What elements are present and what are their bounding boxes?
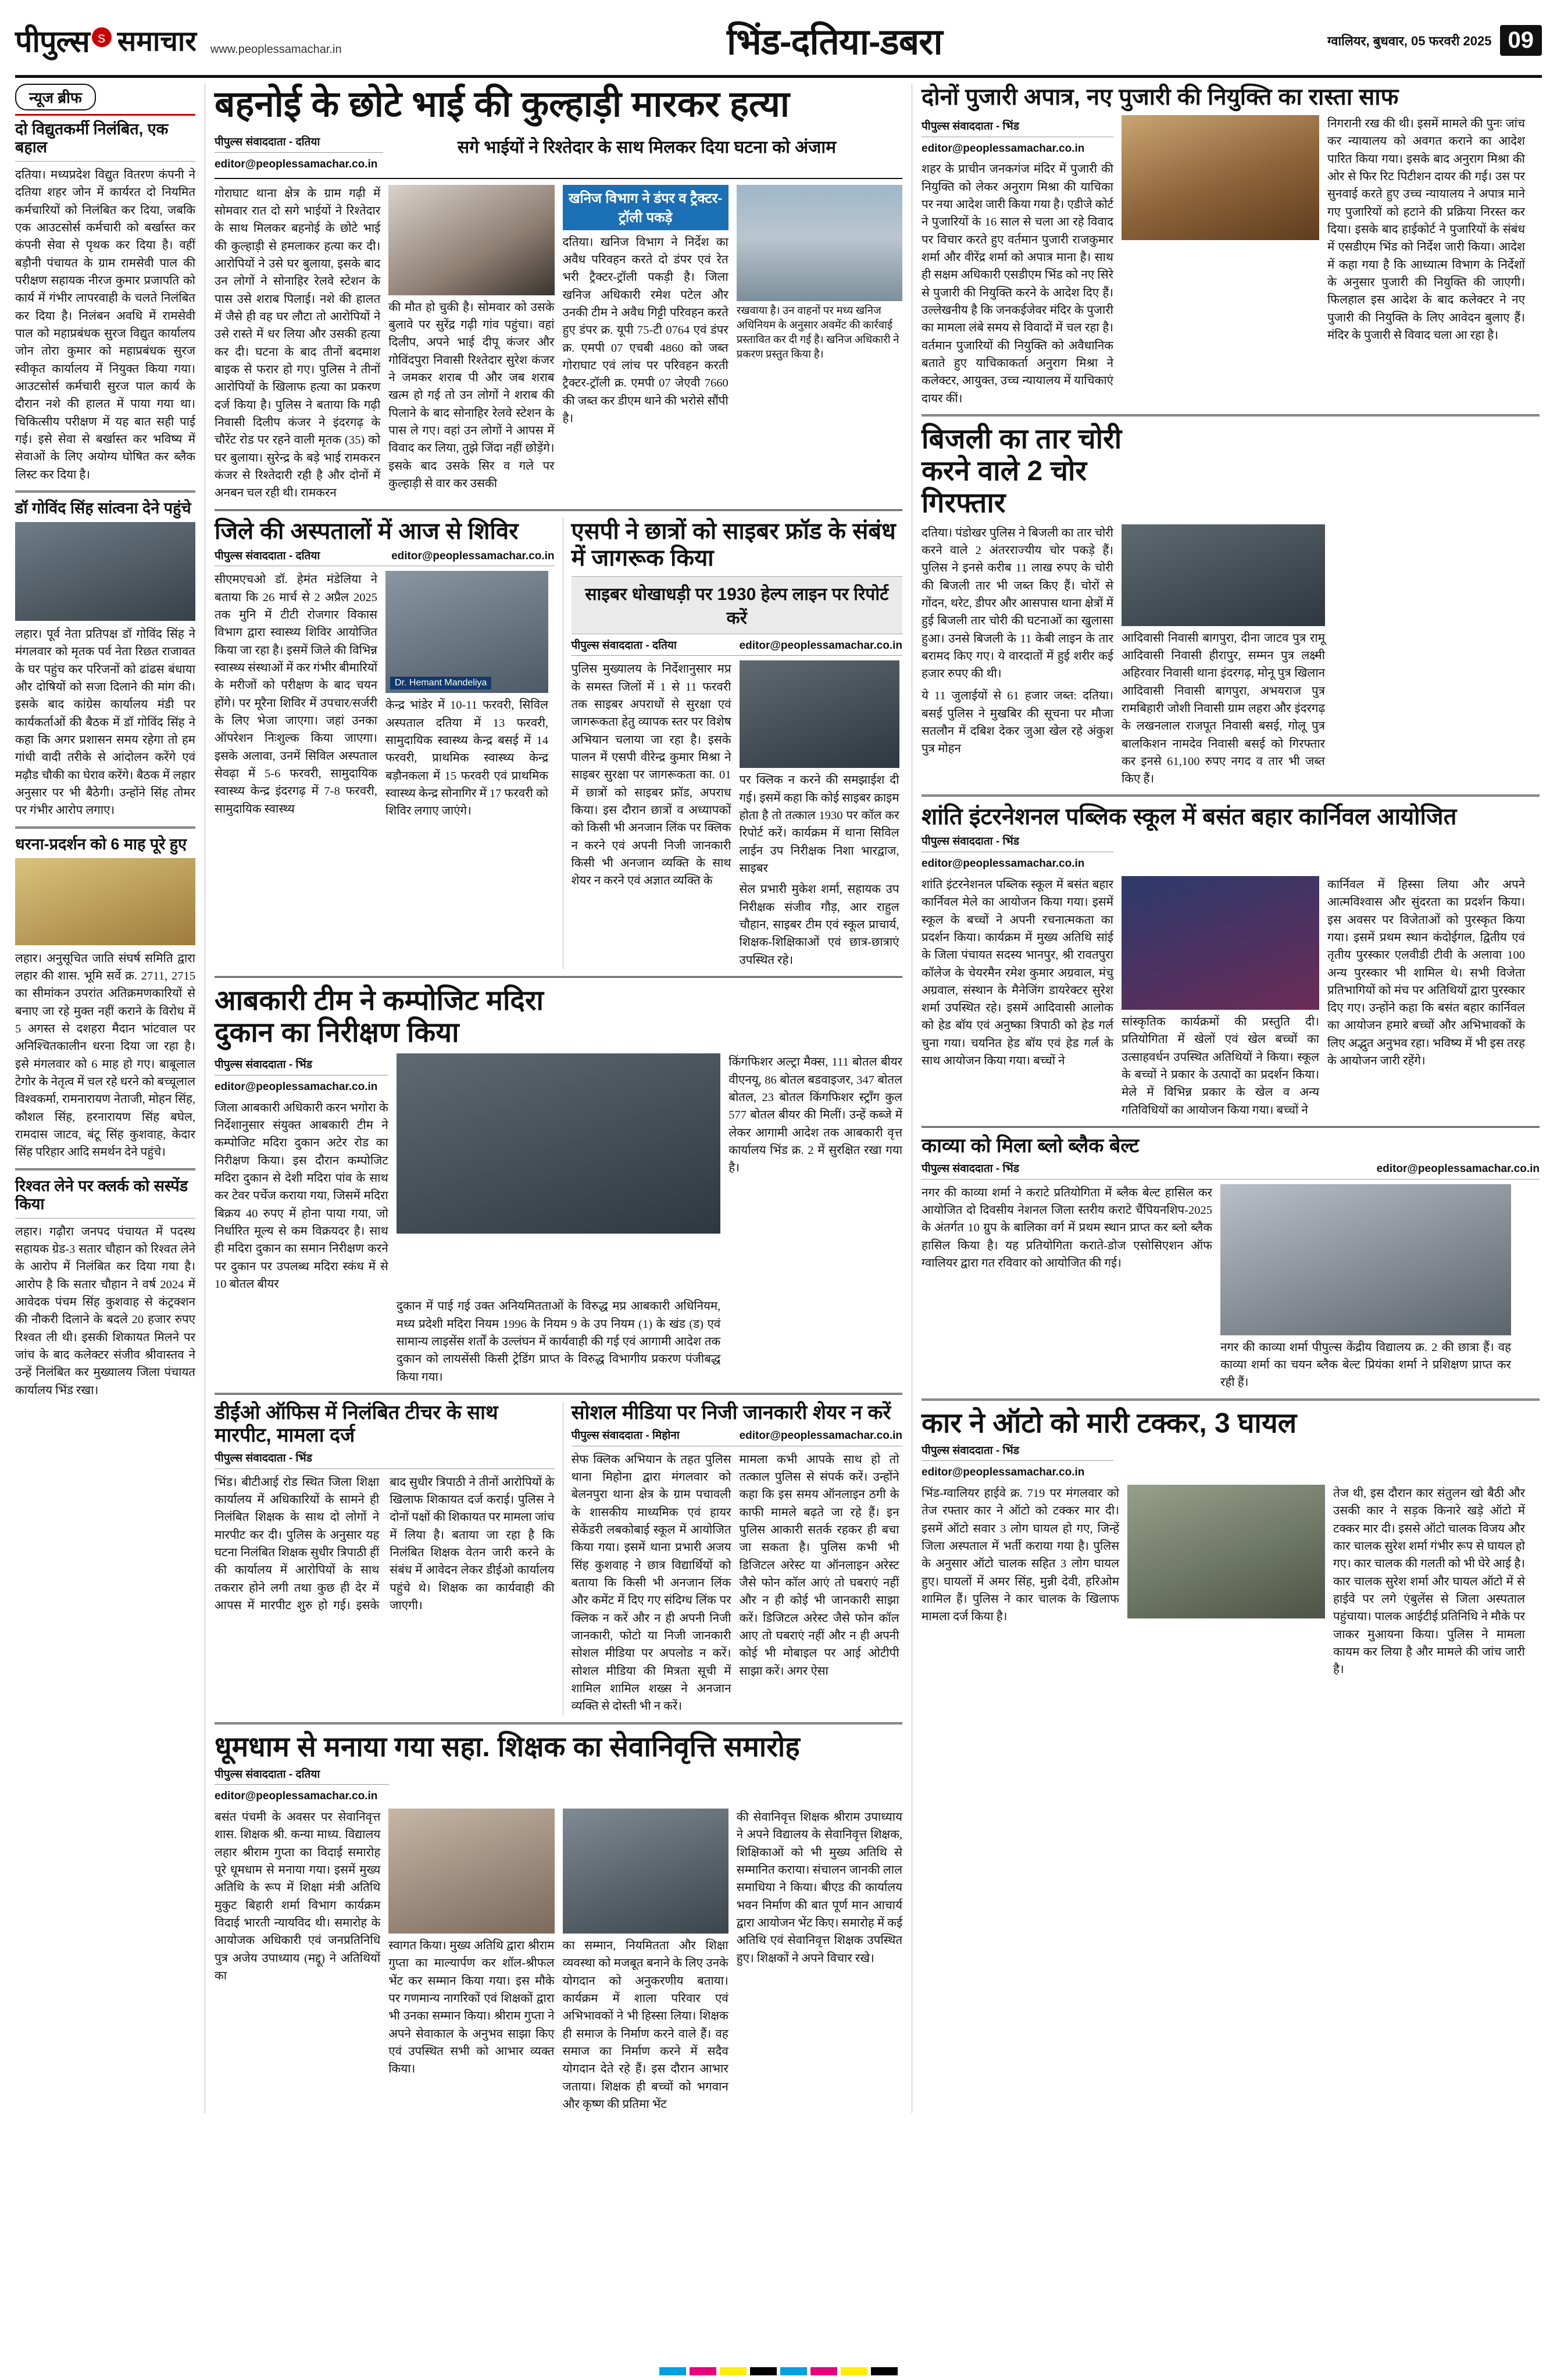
temple-text-col2: निगरानी रख की थी। इसमें मामले की पुनः जांच कर न्यायालय को अवगत कराने का आदेश पारित किया गया। इसके बाद अनुराग मिश्रा की ओर से फिर रिट पिटीशन दायर की गई। उस पर सुनवाई करते हुए उच्च न्यायालय ने अपात्र माने गए पुजारियों को हटाने की प्रक्रिया निरस्त कर दिया। इसके बाद हाईकोर्ट ने पुजारियों के संबंध में एसडीएम भिंड को निर्देश जारी किया। आदेश में कहा गया है कि आध्यात्म विभाग के निर्देशों के अनुसार पुजारी की नियुक्ति की जाएगी। फिलहाल इस आदेश के बाद कलेक्टर ने नए पुजारी की नियुक्ति के लिए आवेदन बुलाए हैं। मंदिर के पुजारी से विवाद चला आ रहा है। — [1327, 117, 1525, 342]
website-url: www.peoplessamachar.in — [210, 43, 342, 56]
lead-text-col2: की मौत हो चुकी है। सोमवार को उसके बुलावे पर सुरेंद्र गढ़ी गांव पहुंचा। वहां दिलीप, अपने भाई दीपू कंजर और गोविंदपुरा निवासी रिश्तेदार सुरेश कंजर ने जमकर शराब पी और जब शराब खत्म हो गई तो उन लोगों ने शराब की पिलाने के बाद सोनाहिर रेलवे स्टेशन के पास ले गए। वहां उन लोगों ने आपस में विवाद कर लिया, तुझे जिंदा नहीं छोड़ेंगे। इसके बाद उसके सिर व गले पर कुल्हाड़ी से वार कर उसकी — [388, 301, 555, 490]
hospital-story — [215, 518, 555, 969]
belt-headline: काव्या को मिला ब्लो ब्लैक बेल्ट — [922, 1134, 1140, 1157]
two-story-row — [215, 518, 902, 969]
logo-dot-icon: s — [92, 27, 112, 47]
excise-byline-email: editor@peoplessamachar.co.in — [215, 1080, 378, 1093]
brief-1-text: दतिया। मध्यप्रदेश विद्युत वितरण कंपनी ने दतिया शहर जोन में कार्यरत दो नियमित कर्मचारियों को निलंबित कर दिया, जबकि एक आउटसोर्स कर्मचारी को बर्खास्त कर कंपनी सेवा से पृथक कर दिया है। वहीं बड़ौनी पंचायत के ग्राम रामसेवी पाल की परीक्षण सहायक नीरज कुमार प्रजापति को कार्य में गंभीर लापरवाही के चलते निलंबित कर दिया है। निलंबन अवधि में रामसेवी पाल को महाप्रबंधक सुरज विद्युत कार्यालय जोन तोरा कुमार को महाप्रबंधक सुरज स्वीकृत कार्यालय में नियुक्त किया गया। आउटसोर्स कर्मचारी सुरज पाल कार्य के दौरान नशे की हालत में पाया गया था। चिकित्सीय परीक्षण में यह बात सही पाई गई। इसे सेवा से बर्खास्त कर भविष्य में सेवाओं के लिए अयोग्य घोषित कर ब्लैक लिस्ट कर दिया है। — [15, 169, 195, 481]
wire-headline: बिजली का तार चोरी करने वाले 2 चोर गिरफ्तार — [922, 423, 1122, 519]
dateline: ग्वालियर, बुधवार, 05 फरवरी 2025 — [1327, 33, 1492, 48]
cyber-text-col1: पुलिस मुख्यालय के निर्देशानुसार मप्र के समस्त जिलों में 1 से 11 फरवरी तक साइबर अपराधों से सुरक्षा एवं जागरूकता हेतु व्यापक स्तर पर विशेष अभियान चलाया जा रहा है। इसके पालन में एसपी वीरेन्द्र कुमार मिश्रा ने साइबर सुरक्षा पर जागरूकता का. 01 में छात्रों को साइबर फ्रॉड, अपराध किया। इस दौरान छात्रों व अध्यापकों को किसी भी अनजान लिंक पर क्लिक न करने एवं अपनी निजी जानकारी किसी भी अनजान व्यक्ति के साथ शेयर न करने एवं अज्ञात व्यक्ति के — [571, 663, 731, 888]
belt-text-col2: नगर की काव्या शर्मा पीपुल्स केंद्रीय विद्यालय क्र. 2 की छात्रा हैं। वह काव्या शर्मा का चयन ब्लैक बेल्ट प्रियंका शर्मा ने प्रशिक्षण प्राप्त कर रही हैं। — [1220, 1341, 1511, 1389]
belt-byline-email: editor@peoplessamachar.co.in — [1376, 1162, 1540, 1175]
edition-name — [342, 16, 1327, 65]
lead-headline: बहनोई के छोटे भाई की कुल्हाड़ी मारकर हत्या — [215, 84, 790, 124]
brief-2-headline: डॉ गोविंद सिंह सांत्वना देने पहुंचे — [15, 499, 191, 517]
cyber-byline-email: editor@peoplessamachar.co.in — [739, 639, 902, 652]
belt-byline: पीपुल्स संवाददाता - भिंड — [922, 1162, 1019, 1175]
carnival-text-col1: शांति इंटरनेशनल पब्लिक स्कूल में बसंत बहार कार्निवल मेले का आयोजन किया गया। इसमें स्कूल के बच्चों ने अपनी रचनात्मकता का प्रदर्शन किया। कार्यक्रम में मुख्य अतिथि सांई के जिला पंचायत सदस्य भानपुर, श्री रावतपुरा कॉलेज के चेयरमैन रमेश कुमार अग्रवाल, मंचु अग्रवाल, संस्थान के मैनेजिंग डायरेक्टर सुरेश शर्मा उपस्थित रहे। इसमें आदिवासी आलोक को हेड बॉय एवं अनुष्का त्रिपाठी को हेड गर्ल चुना गया। चयनित हेड बॉय एवं हेड गर्ल के साथ आयोजन किया गया। बच्चों ने — [922, 878, 1113, 1068]
dio-headline: डीईओ ऑफिस में निलंबित टीचर के साथ मारपीट, मामला दर्ज — [215, 1401, 498, 1446]
mineral-caption: रखवाया है। उन वाहनों पर मध्य खनिज अधिनियम के अनुसार अवमेंट की कार्रवाई प्रस्तावित कर दी गई है। खनिज अधिकारी ने प्रकरण प्रस्तुत किया है। — [736, 305, 899, 360]
cyber-byline: पीपुल्स संवाददाता - दतिया — [571, 639, 677, 652]
retirement-byline-email: editor@peoplessamachar.co.in — [215, 1790, 378, 1803]
dio-social-row — [215, 1402, 902, 1716]
accident-text-col1: भिंड-ग्वालियर हाईवे क्र. 719 पर मंगलवार को तेज रफ्तार कार ने ऑटो को टक्कर मार दी। इसमें ऑटो सवार 3 लोग घायल हो गए, जिन्हें जिला अस्पताल में भर्ती कराया गया है। पुलिस के अनुसार ऑटो चालक सहित 3 लोग घायल हुए। घायलों में अमर सिंह, मुन्नी देवी, हरिओम शामिल हैं। पुलिस ने कार चालक के खिलाफ मामला दर्ज किया है। — [922, 1487, 1119, 1624]
edition-part-3: -डबरा — [868, 22, 942, 62]
retirement-byline: पीपुल्स संवाददाता - दतिया — [215, 1768, 320, 1781]
wire-text-col1: दतिया। पंडोखर पुलिस ने बिजली का तार चोरी करने वाले 2 अंतरराज्यीय चोर पकड़े हैं। पुलिस ने इनसे करीब 11 लाख रुपए के चोरी की बिजली तार भी जब्त किए हैं। चोरों से गोंदन, थरेट, डीपर और आसपास थाना क्षेत्रों में हुई बिजली तार चोरी की घटनाओं का खुलासा हुआ। उनसे बिजली के 11 केबी लाइन के तार बरामद किए गए। ये वारदातों में हुई शरीर कई हजार रुपए की थी। — [922, 526, 1113, 681]
middle-column — [205, 84, 902, 2113]
social-byline-email: editor@peoplessamachar.co.in — [739, 1429, 902, 1442]
wire-theft-story — [922, 423, 1540, 788]
temple-text-col1: शहर के प्राचीन जनकगंज मंदिर में पुजारी की नियुक्ति को लेकर अनुराग मिश्रा की याचिका पर नया आदेश जारी किया गया है। एडीजे कोर्ट ने पुजारियों के 16 साल से चला आ रहे विवाद पर विचार करते हुए वर्तमान पुजारी राजकुमार शर्मा और वीरेंद्र शर्मा को अपात्र माना है। साथ ही सक्षम अधिकारी एसडीएम भिंड को नए सिरे से पुजारी की नियुक्ति करने के आदेश दिए हैं। उल्लेखनीय है कि जनकईजेवर मंदिर के पुजारी का मामला लंबे समय से विवादों में चल रहा है। वर्तमान पुजारियों की नियुक्ति को अवैधानिक बताते हुए याचिकाकर्ता अनुराग मिश्रा ने कलेक्टर, आयुक्त, उच्च न्यायालय में याचिकाएं दायर कीं। — [922, 163, 1113, 405]
retirement-story — [215, 1731, 902, 2114]
accident-photo — [1127, 1485, 1325, 1618]
brief-1-headline: दो विद्युतकर्मी निलंबित, एक बहाल — [15, 120, 169, 156]
brief-2-photo — [15, 522, 195, 621]
masthead — [15, 10, 1542, 78]
lead-byline: पीपुल्स संवाददाता - दतिया — [215, 136, 320, 149]
social-text-col2: मामला कभी आपके साथ हो तो तत्काल पुलिस से संपर्क करें। उन्होंने कहा कि इस समय ऑनलाइन ठगी के काफी मामले बढ़ते जा रहे हैं। इन पुलिस आकारी सतर्क रहकर ही बचा जा सकता है। पुलिस कभी भी डिजिटल अरेस्ट या ऑनलाइन अरेस्ट जैसे फोन कॉल आएं तो घबराएं नहीं और न ही कोई भी जानकारी साझा करें। डिजिटल अरेस्ट जैसे फोन कॉल आए तो घबराएं नहीं और न ही अपनी कोई भी मोबाइल पर आई ओटीपी साझा करें। अगर ऐसा — [739, 1453, 899, 1678]
carnival-photo — [1122, 876, 1319, 1010]
news-brief-header — [15, 84, 195, 116]
brief-3-photo — [15, 858, 195, 945]
lead-story — [215, 84, 902, 502]
excise-text-col2: किंगफिशर अल्ट्रा मैक्स, 111 बोतल बीयर वीएनयू, 86 बोतल बडवाइजर, 347 बोतल बोतल, 23 बोतल किंगफिशर स्ट्रॉंग कुल 577 बोतल बीयर की मिलीं। उन्हें कब्जे में लेकर आगामी आदेश तक आबकारी वृत्त कार्यालय भिंड क्र. 2 में सुरक्षित रखा गया है। — [728, 1056, 902, 1175]
hospital-byline-email: editor@peoplessamachar.co.in — [391, 549, 555, 562]
temple-byline-email: editor@peoplessamachar.co.in — [922, 142, 1085, 155]
retirement-photo — [388, 1809, 554, 1934]
lead-photo — [388, 185, 554, 295]
belt-photo — [1220, 1184, 1511, 1335]
carnival-byline: पीपुल्स संवाददाता - भिंड — [922, 835, 1019, 848]
excise-text-col3: दुकान में पाई गई उक्त अनियमितताओं के विरुद्ध मप्र आबकारी अधिनियम, मध्य प्रदेशी मदिरा नियम 1996 के नियम 9 के उप नियम (1) के खंड (ड) एवं सामान्य लाइसेंस शर्तों के उल्लंघन में कार्यवाही की गई एवं आगामी आदेश तक दुकान को लायसेंसी किसी ट्रेडिंग प्राप्त के विरुद्ध विभागीय प्रकरण पंजीबद्ध किया गया। — [396, 1300, 721, 1384]
accident-byline-email: editor@peoplessamachar.co.in — [922, 1466, 1085, 1479]
news-brief-tag: न्यूज ब्रीफ — [15, 84, 96, 110]
brief-item-2 — [15, 499, 195, 820]
dio-byline: पीपुल्स संवाददाता - भिंड — [215, 1452, 312, 1465]
temple-story — [922, 84, 1540, 408]
brief-item-1 — [15, 120, 195, 484]
retirement-text-col1: बसंत पंचमी के अवसर पर सेवानिवृत्त शास. शिक्षक श्री. कन्या माध्य. विद्यालय लहार श्रीराम गुप्ता का विदाई समारोह पूरे धूमधाम से मनाया गया। इसमें मुख्य अतिथि के रूप में शिक्षा मंत्री अतिथि मुकुट बिहारी शर्मा विभाग कार्यक्रम विदाई भारती न्यायविद थी। समारोह के आयोजक अधिकारी एवं जनप्रतिनिधि पुत्र अजेय उपाध्याय (मद्दू) ने अतिथियों का — [215, 1811, 381, 1983]
dio-story — [215, 1402, 555, 1716]
social-story — [563, 1402, 903, 1716]
temple-headline: दोनों पुजारी अपात्र, नए पुजारी की नियुक्ति का रास्ता साफ — [922, 84, 1399, 110]
hospital-headline: जिले की अस्पतालों में आज से शिविर — [215, 518, 519, 544]
cyber-headline: एसपी ने छात्रों को साइबर फ्रॉड के संबंध में जागरूक किया — [571, 518, 896, 571]
karate-belt-story — [922, 1135, 1540, 1392]
hospital-byline: पीपुल्स संवाददाता - दतिया — [215, 549, 320, 562]
masthead-right — [1327, 25, 1542, 56]
cyber-photo — [740, 660, 899, 768]
mineral-photo — [737, 185, 902, 301]
logo-main-text: पीपुल्स — [15, 25, 90, 59]
social-byline: पीपुल्स संवाददाता - मिहोना — [571, 1429, 680, 1442]
retirement-photo-2 — [563, 1809, 728, 1934]
lead-text-col1: गोराघाट थाना क्षेत्र के ग्राम गढ़ी में सोमवार रात दो सगे भाईयों ने रिश्तेदार के साथ मिलकर बहनोई के छोटे भाई की कुल्हाड़ी से हमलाकर हत्या कर दी। आरोपियों ने उसे घर बुलाया, इसके बाद उन लोगों ने सोनाहिर रेलवे स्टेशन के पास उसे शराब पिलाई। नशे की हालत में जैसे ही वह घर लौटा तो आरोपियों ने उसे रास्ते में धर लिया और उसकी हत्या कर दी। घटना के बाद तीनों बदमाश बाइक से फरार हो गए। पुलिस ने तीनों आरोपियों के खिलाफ हत्या का प्रकरण दर्ज किया है। पुलिस ने बताया कि गढ़ी निवासी दिलीप कंजर ने इंदरगढ़ के चौरेंट रोड पर रहने वाली मृतक (35) को घर बुलाया। सुरेन्द्र के बड़े भाई रामकरन कंजर से रिश्तेदारी रही है और दोनों में अनबन चल रही थी। रामकरन — [215, 187, 381, 500]
edition-part-1: भिंड- — [727, 22, 791, 62]
mineral-text: दतिया। खनिज विभाग ने निर्देश का अवैध परिवहन करते दो डंपर एवं रेत भरी ट्रैक्टर-ट्रॉली पकड़ी है। जिला खनिज अधिकारी रमेश पटेल और उनकी टीम ने अवैध गिट्टी परिवहन करते हुए डंपर क्र. यूपी 75-टी 0764 एवं डंपर क्र. एमपी 07 एचबी 4860 को जब्त गोराघाट एवं लांच पर परिवहन करती ट्रैक्टर-ट्रॉली क्र. एमपी 07 जेएवी 7660 की जब्त कर डीएम थाने की भरोसे सौंपी है। — [562, 235, 728, 425]
excise-story — [215, 985, 902, 1386]
dio-text: भिंड। बीटीआई रोड स्थित जिला शिक्षा कार्यालय में अधिकारियों के सामने ही निलंबित शिक्षक के साथ दो लोगों ने मारपीट कर दी। पुलिस के अनुसार यह घटना निलंबित शिक्षक सुधीर त्रिपाठी हीं की कार्यालय में आरोपियों के साथ तकरार होने लगी तथा कुछ ही देर में आपस में मारपीट शुरु हो गई। इसके बाद सुधीर त्रिपाठी ने तीनों आरोपियों के खिलाफ शिकायत दर्ज कराई। पुलिस ने दोनों पक्षों की शिकायत पर मामला जांच में लिया है। बताया जा रहा है कि निलंबित शिक्षक वेतन जारी करने के संबंध में आवेदन लेकर डीईओ कार्यालय पहुंचे थे। शिक्षक का कार्यवाही की जाएगी। — [215, 1475, 555, 1613]
accident-byline: पीपुल्स संवाददाता - भिंड — [922, 1444, 1019, 1457]
carnival-headline: शांति इंटरनेशनल पब्लिक स्कूल में बसंत बहार कार्निवल आयोजित — [922, 804, 1457, 830]
hospital-text-col1: सीएमएचओ डॉ. हेमंत मंडेलिया ने बताया कि 26 मार्च से 2 अप्रैल 2025 तक मुनि में टीटी रोजगार विकास विभाग द्वारा स्वास्थ्य शिविर आयोजित किया जा रहा है। इसमें जिले की विभिन्न स्वास्थ्य संस्थाओं में कर गंभीर बीमारियों के मरीजों को परीक्षण के बाद चयन होंगे। पर मूरैना शिविर में उपचार/सर्जरी के लिए भेजा जाएगा। जहां उनका ऑपरेशन निःशुल्क किया जाएगा। इसके अलावा, उनमें सिविल अस्पताल सेवढ़ा में 5-6 फरवरी, सामुदायिक स्वास्थ्य केन्द्र इंदरगढ़ में 7-8 फरवरी, सामुदायिक स्वास्थ्य — [215, 573, 377, 816]
retirement-headline: धूमधाम से मनाया गया सहा. शिक्षक का सेवानिवृत्ति समारोह — [215, 1731, 800, 1763]
excise-photo — [397, 1053, 721, 1234]
belt-text-col1: नगर की काव्या शर्मा ने कराटे प्रतियोगिता में ब्लैक बेल्ट हासिल कर आयोजित दो दिवसीय नेशनल जिला स्तरीय कराटे चैंपियनशिप-2025 के अंतर्गत 10 ग्रुप के बालिका वर्ग में प्रथम स्थान प्राप्त कर ब्लो ब्लैक हासिल किया है। यह प्रतियोगिता कराते-डोज एसोसिएशन ऑफ ग्वालियर द्वारा गत रविवार को आयोजित की गई। — [922, 1186, 1212, 1270]
left-column — [15, 84, 195, 2113]
carnival-story — [922, 803, 1540, 1118]
print-registration-bar — [0, 2367, 1557, 2375]
brief-item-3 — [15, 835, 195, 1162]
cyber-story — [563, 518, 903, 969]
brief-4-text: लहार। गढ़ौरा जनपद पंचायत में पदस्थ सहायक ग्रेड-3 सतार चौहान को रिश्वत लेने के आरोप में निलंबित कर दिया गया है। आरोप है कि सतार चौहान ने वर्ष 2024 में आवेदक पंचम सिंह कुशवाह से कंट्रक्शन की नौकरी दिलाने के बदले 20 हजार रुपए रिश्वत ली थी। इसकी शिकायत मिलने पर जांच के बाद कलेक्टर संजीव श्रीवास्तव ने उन्हें निलंबित कर मुख्यालय जिला पंचायत कार्यालय भिंड रखा। — [15, 1225, 195, 1397]
cyber-subhead: साइबर धोखाधड़ी पर 1930 हेल्प लाइन पर रिपोर्ट करें — [572, 576, 903, 634]
temple-photo — [1122, 115, 1319, 240]
retirement-text-col4: की सेवानिवृत्त शिक्षक श्रीराम उपाध्याय ने अपने विद्यालय के सेवानिवृत्त शिक्षक, शिक्षिकाओं को भी मुख्य अतिथि से सम्मानित कराया। संचालन जानकी लाल समाधिया ने किया। बीएड की कार्यालय भवन निर्माण की बात पूर्ण मान आचार्य द्वारा आयोजन भेंट किए। समारोह में कई अतिथि एवं सेवानिवृत्त शिक्षक उपस्थित हुए। शिक्षकों ने अपने विचार रखे। — [736, 1811, 903, 1965]
publication-logo — [15, 20, 197, 61]
temple-byline: पीपुल्स संवाददाता - भिंड — [922, 120, 1019, 133]
accident-story — [922, 1407, 1540, 1679]
brief-2-text: लहार। पूर्व नेता प्रतिपक्ष डॉ गोविंद सिंह ने मंगलवार को मृतक पर्व नेता रिछत राजावत के घर पहुंच कर परिजनों को ढांढस बंधाया और दोषियों को सजा दिलाने की मांग की। इसके बाद कांग्रेस कार्यालय मंडी पर कार्यकर्ताओं की बैठक में डॉ गोविंद सिंह ने कहा कि अगर प्रशासन समय रहेगा तो हम गांधी वादी तरीके से आंदोलन करेंगे एवं मढ़ौड चौकी का घेराव करेंगे। बैठक में लहार अनुसार पर भी बैठेगी। उन्होंने सिंह तोमर पर गंभीर आरोप लगाए। — [15, 628, 195, 817]
retirement-text-col3: का सम्मान, नियमितता और शिक्षा व्यवस्था को मजबूत बनाने के लिए उनके योगदान को अनुकरणीय बताया। कार्यक्रम में शाला परिवार एवं अभिभावकों ने भी हिस्सा लिया। शिक्षक ही समाज के निर्माण करने वाले हैं। वह समाज का निर्माण करने में सदैव योगदान देते रहे हैं। इस दौरान आभार जताया। शिक्षक ही बच्चों को भगवान और कृष्ण की प्रतिमा भेंट — [562, 1939, 728, 2111]
mineral-kicker: खनिज विभाग ने डंपर व ट्रैक्टर-ट्रॉली पकड़े — [563, 185, 728, 230]
cyber-text-col3: सेल प्रभारी मुकेश शर्मा, सहायक उप निरीक्षक संजीव गौड़, आर राहुल चौहान, साइबर टीम एवं स्कूल प्राचार्य, शिक्षक-शिक्षिकाओं एवं छात्र-छात्राएं उपस्थित रहे। — [739, 883, 899, 967]
page-grid — [15, 84, 1542, 2113]
wire-text-last: ये 11 जुलाईयों से 61 हजार जब्त: दतिया। बसई पुलिस ने मुखबिर की सूचना पर मौजा सतलौन में दबिश देकर जुआ खेल रहे अंकुश पुत्र मोहन — [922, 689, 1113, 756]
lead-byline-email: editor@peoplessamachar.co.in — [215, 158, 378, 170]
masthead-left — [15, 20, 342, 61]
carnival-text-col2: सांस्कृतिक कार्यक्रमों की प्रस्तुति दी। प्रतियोगिता में खेलों एवं खेल बच्चों का उत्साहवर्धन उपस्थित अतिथियों ने किया। स्कूल के बच्चों ने प्रकार के उत्पादों का प्रदर्शन किया। मेले में विभिन्न प्रकार के खेल व अन्य गतिविधियों का आयोजन किया गया। बच्चों ने — [1122, 1015, 1319, 1117]
lead-subhead: सगे भाईयों ने रिश्तेदार के साथ मिलकर दिया घटना को अंजाम — [457, 138, 837, 158]
hospital-photo — [385, 571, 548, 693]
accident-headline: कार ने ऑटो को मारी टक्कर, 3 घायल — [922, 1407, 1297, 1439]
social-text-col1: सेफ क्लिक अभियान के तहत पुलिस थाना मिहोना द्वारा मंगलवार को बेलनपुरा थाना क्षेत्र के ग्राम पचावली के शासकीय माध्यमिक एवं हायर सेकेंडरी लबकोबाई स्कूल में आयोजित किया गया। इसमें थाना प्रभारी अजय सिंह कुशवाह ने छात्र विद्यार्थियों को बताया कि किसी भी अनजान लिंक और कमेंट में दिए गए संदिग्ध लिंक पर क्लिक न करें और न ही अपनी निजी जानकारी, फोटो या निजी जानकारी सोशल मीडिया पर अपलोड न करें। सोशल मीडिया की मित्रता सूची में शामिल शामिल शख्स ने अनजान व्यक्ति से दोस्ती भी न करें। — [571, 1453, 731, 1713]
hospital-photo-caption: Dr. Hemant Mandeliya — [390, 677, 491, 689]
retirement-text-col2: स्वागत किया। मुख्य अतिथि द्वारा श्रीराम गुप्ता का माल्यार्पण कर शॉल-श्रीफल भेंट कर सम्मान किया गया। इस मौके पर गणमान्य नागरिकों एवं शिक्षकों द्वारा भी उनका सम्मान किया। श्रीराम गुप्ता ने अपने सेवाकाल के अनुभव साझा किए एवं उपस्थित सभी को आभार व्यक्त किया। — [388, 1939, 555, 2076]
page-number: 09 — [1500, 25, 1542, 56]
brief-3-text: लहार। अनुसूचित जाति संघर्ष समिति द्वारा लहार की शास. भूमि सर्वे क्र. 2711, 2715 का सीमांकन उपरांत अतिक्रमणकारियों से बनाए जा रहे मुक्त नहीं कराने के विरोध में 5 अगस्त से दशहरा मैदान भांटवाल पर अनिश्चितकालीन धरना दिया जा रहा है। इसे मंगलवार को 6 माह हो गए। बाबूलाल टेगोर के नेतृत्व में चल रहे धरने को बच्चूलाल विश्वकर्मा, रामनारायण नेताजी, मोहन सिंह, कौशल सिंह, हरनारायण सिंह बघेल, रामदास जाटव, बंटू सिंह कुशवाह, केदार सिंह परिहार आदि समर्थन देने पहुंचे। — [15, 952, 195, 1159]
hospital-text-col2: केन्द्र भांडेर में 10-11 फरवरी, सिविल अस्पताल दतिया में 13 फरवरी, सामुदायिक स्वास्थ्य केन्द्र बसई में 14 फरवरी, प्राथमिक स्वास्थ्य केन्द्र बड़ौनकला में 15 फरवरी एवं प्राथमिक स्वास्थ्य केन्द्र सोनागिर में 17 फरवरी को शिविर लगाए जाएंगे। — [385, 699, 548, 818]
right-column — [912, 84, 1540, 2113]
wire-text-col2: आदिवासी निवासी बागपुरा, दीना जाटव पुत्र रामू आदिवासी निवासी हीरापुर, सम्मन पुत्र लक्ष्मी अहिरवार निवासी थाना इंदरगढ़, मोनू पुत्र खिलान आदिवासी निवासी बागपुरा, अभयराज पुत्र रामबिहारी जोशी निवासी ग्राम लहरा और इंदरगढ़ के लखनलाल राजपूत निवासी बसई, गोलू पुत्र बालकिशन नामदेव निवासी बसई को गिरफ्तार कर इनसे 61,100 रुपए नगद व तार भी जब्त किए हैं। — [1122, 631, 1325, 786]
carnival-byline-email: editor@peoplessamachar.co.in — [922, 857, 1085, 870]
brief-item-4 — [15, 1177, 195, 1399]
cyber-text-col2: पर क्लिक न करने की समझाईश दी गई। इसमें कहा कि कोई साइबर क्राइम होता है तो तत्काल 1930 पर कॉल कर रिपोर्ट करें। कार्यक्रम में थाना सिविल लाईन उप निरीक्षक निशा भारद्वाज, साइबर — [739, 774, 899, 875]
brief-4-headline: रिश्वत लेने पर क्लर्क को सस्पेंड किया — [15, 1177, 188, 1213]
wire-photo — [1122, 524, 1325, 626]
social-headline: सोशल मीडिया पर निजी जानकारी शेयर न करें — [571, 1401, 891, 1424]
logo-sub-text: समाचार — [117, 26, 197, 57]
accident-text-col2: तेज थी, इस दौरान कार संतुलन खो बैठी और उसकी कार ने सड़क किनारे खड़े ऑटो में टक्कर मार दी। इससे ऑटो चालक विजय और कार चालक सुरेश शर्मा गंभीर रूप से घायल हो गए। कार चालक की गलती को भी घेरे आई है। कार चालक सुरेश शर्मा और घायल ऑटो में से हाईवे पर लगे एंबुलेंस से जिला अस्पताल पहुंचाया। पालक आईटीई प्रतिनिधि ने मौके पर जाकर मुआयना किया। पुलिस ने मामला कायम कर लिया है और मामले की जांच जारी है। — [1333, 1487, 1525, 1677]
brief-3-headline: धरना-प्रदर्शन को 6 माह पूरे हुए — [15, 835, 187, 853]
excise-text-col1: जिला आबकारी अधिकारी करन भगोरा के निर्देशानुसार संयुक्त आबकारी टीम ने कम्पोजिट मदिरा दुकान अटेर रोड का निरीक्षण किया। इस दौरान कम्पोजिट मदिरा दुकान से देशी मदिरा पांव के साथ कर टेवर पर्चेज कराया गया, जिसमें मदिरा बिक्रय 40 रुपए में होना पाया गया, जो निर्धारित मूल्य से कम विक्रयदर है। साथ ही मदिरा दुकान का समान निरीक्षण करने पर दुकान पर उपलब्ध मदिरा स्कंध में से 10 बोतल बीयर — [215, 1101, 388, 1291]
excise-byline: पीपुल्स संवाददाता - भिंड — [215, 1059, 312, 1071]
excise-headline: आबकारी टीम ने कम्पोजिट मदिरा दुकान का निरीक्षण किया — [215, 985, 544, 1049]
edition-part-2: दतिया — [791, 22, 869, 62]
carnival-text-col3: कार्निवल में हिस्सा लिया और अपने आत्मविश्वास और सुंदरता का प्रदर्शन किया। इस अवसर पर विजेताओं को पुरस्कृत किया गया। इसमें प्रथम स्थान कंदोईगल, द्वितीय एवं तृतीय पुरस्कार एलवीडी टीवी के अलावा 100 अन्य पुरस्कार भी शामिल थे। सभी विजेता प्रतिभागियों को मंच पर अतिथियों द्वारा पुरस्कार दिए गए। उन्होंने कहा कि बसंत बहार कार्निवल का आयोजन हमारे बच्चों और अभिभावकों के लिए अद्भुत अनुभव रहा। भविष्य में भी इस तरह के आयोजन जारी रहेंगे। — [1327, 878, 1525, 1068]
